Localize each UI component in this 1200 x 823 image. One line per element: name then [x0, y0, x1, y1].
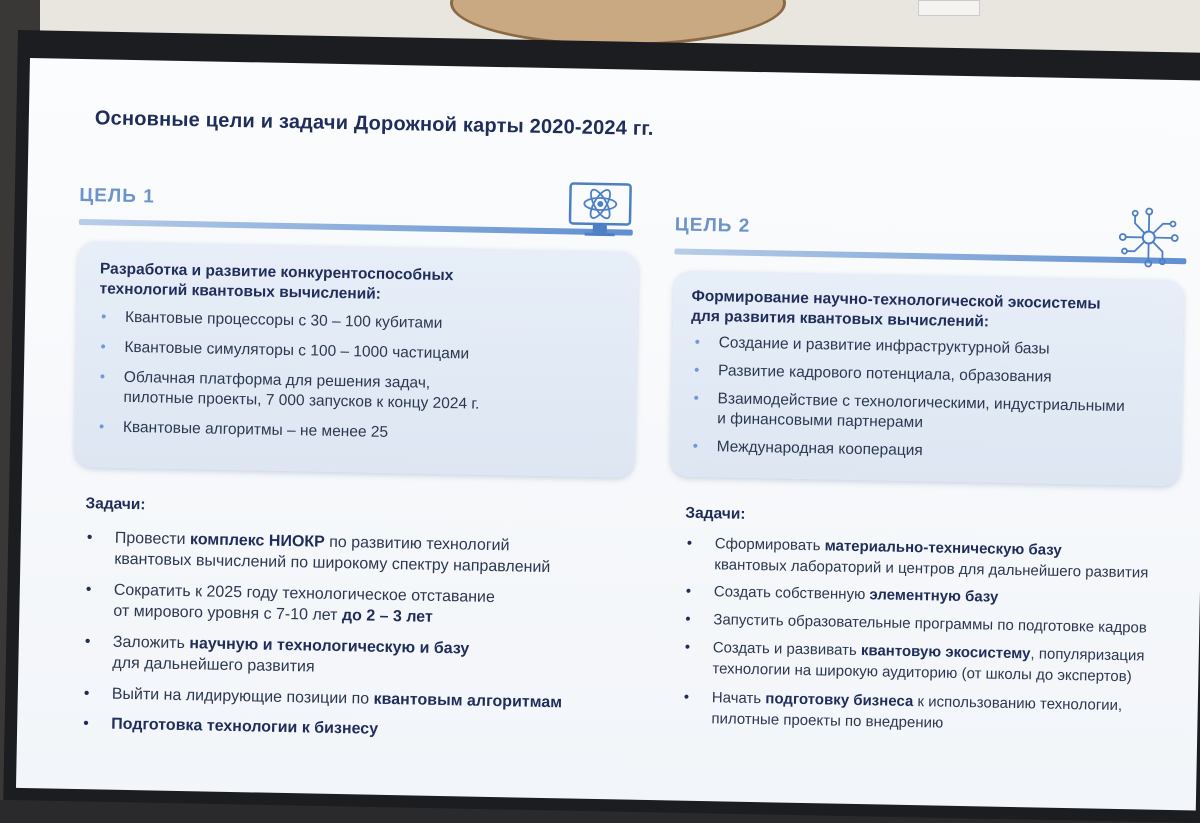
goal-1-item-text: Квантовые алгоритмы – не менее 25 [123, 418, 389, 443]
task-text: к использованию технологии, [913, 693, 1122, 714]
bullet-icon: • [692, 437, 698, 457]
goal-1-task [111, 714, 378, 740]
task-text-bold: подготовку бизнеса [765, 690, 913, 710]
goal-2-task [712, 637, 1144, 687]
goal-1-item-text: Квантовые симуляторы с 100 – 1000 частицами [124, 338, 469, 365]
goal-2-item-text-line-2: и финансовыми партнерами [717, 409, 1124, 437]
task-text-bold: элементную базу [869, 586, 998, 605]
bullet-icon: • [687, 533, 693, 554]
goal-2-item [718, 361, 1052, 387]
goal-2-task [714, 533, 1149, 583]
bullet-icon: • [686, 581, 692, 602]
task-text-line-2: технологии на широкую аудиторию (от школы до экспертов) [712, 658, 1144, 687]
task-text-line-2: квантовых лабораторий и центров для дальнейшего развития [714, 554, 1148, 583]
goal-1-task [114, 528, 551, 578]
task-text-line-2: от мирового уровня с 7-10 лет [113, 603, 342, 624]
bullet-icon: • [86, 579, 92, 600]
goal-2-divider [674, 248, 1186, 264]
bullet-icon: • [694, 361, 700, 381]
goal-1-task [112, 684, 563, 714]
presentation-slide [16, 58, 1200, 811]
task-text: по развитию технологий [325, 534, 510, 555]
bullet-icon: • [85, 631, 91, 652]
goal-2-heading-line-2: для развития квантовых вычислений: [691, 307, 1100, 335]
goal-1-item [123, 418, 389, 443]
goal-2-item-text: Создание и развитие инфраструктурной базы [718, 333, 1049, 359]
goal-2-item [718, 333, 1049, 359]
bullet-icon: • [100, 337, 106, 357]
task-text: Запустить образовательные программы по подготовке кадров [713, 609, 1147, 638]
task-text: Создать и развивать [713, 639, 861, 659]
bullet-icon: • [685, 609, 691, 630]
goal-2-label: ЦЕЛЬ 2 [675, 214, 751, 237]
task-text-bold: Подготовка технологии к бизнесу [111, 716, 378, 738]
goal-2-task [713, 609, 1147, 638]
goal-1-tasks-heading: Задачи: [85, 495, 145, 514]
task-text: Начать [712, 689, 766, 707]
task-text-bold: до 2 – 3 лет [342, 607, 433, 626]
bullet-icon: • [694, 333, 700, 353]
goal-2-item [716, 437, 922, 461]
goal-2-item-text: Взаимодействие с технологическими, индустриальными [717, 389, 1124, 417]
bullet-icon: • [684, 687, 690, 708]
bullet-icon: • [84, 683, 90, 704]
goal-1-heading-line-1: Разработка и развитие конкурентоспособных [100, 259, 454, 286]
goal-1-item [125, 308, 443, 334]
bullet-icon: • [101, 307, 107, 327]
task-text-bold: научную и технологическую и базу [189, 635, 469, 657]
task-text: Выйти на лидирующие позиции по [112, 686, 374, 708]
goal-1-heading-line-2: технологий квантовых вычислений: [99, 279, 453, 306]
bullet-icon: • [83, 713, 89, 734]
goal-1-card-heading [99, 259, 453, 306]
goal-2-card [670, 270, 1184, 486]
goal-2-task [714, 581, 999, 607]
goal-2-item [717, 389, 1125, 437]
atom-monitor-icon [566, 180, 633, 248]
task-text: Провести [115, 530, 191, 548]
task-text-line-2: для дальнейшего развития [112, 653, 469, 681]
network-nodes-icon [1116, 205, 1181, 275]
task-text: Заложить [113, 634, 190, 652]
task-text-line-2: квантовых вычислений по широкому спектру направлений [114, 549, 550, 578]
goal-2-card-heading [691, 287, 1101, 335]
bullet-icon: • [693, 389, 699, 409]
goal-1-item-text-line-2: пилотные проекты, 7 000 запусков к концу 2024 г. [123, 388, 479, 415]
task-text-bold: материально-техническую базу [825, 537, 1062, 559]
bullet-icon: • [99, 417, 105, 437]
goal-1-label: ЦЕЛЬ 1 [79, 185, 155, 208]
goal-2-heading-line-1: Формирование научно-технологической экосистемы [691, 287, 1100, 315]
goal-2-item-text: Международная кооперация [716, 437, 922, 461]
task-text: Сформировать [715, 535, 825, 554]
goal-1-card [74, 241, 638, 478]
goal-2-tasks-heading: Задачи: [685, 505, 745, 524]
goal-1-task [113, 580, 495, 629]
bullet-icon: • [100, 367, 106, 387]
goal-1-divider [79, 219, 633, 236]
goal-2-item-text: Развитие кадрового потенциала, образования [718, 361, 1052, 387]
task-text: Создать собственную [714, 583, 870, 603]
goal-1-item [123, 368, 480, 415]
goal-1-item [124, 338, 469, 365]
power-outlet [918, 0, 980, 16]
task-text-bold: комплекс НИОКР [190, 531, 325, 551]
task-text: Сократить к 2025 году технологическое отставание [114, 580, 495, 608]
goal-1-item-text: Облачная платформа для решения задач, [124, 368, 480, 395]
task-text-line-2: пилотные проекты по внедрению [711, 708, 1122, 737]
bullet-icon: • [87, 527, 93, 548]
bullet-icon: • [685, 637, 691, 658]
slide-title: Основные цели и задачи Дорожной карты 2020-2024 гг. [95, 107, 654, 141]
goal-1-item-text: Квантовые процессоры с 30 – 100 кубитами [125, 308, 443, 334]
task-text-bold: квантовым алгоритмам [373, 691, 562, 712]
goal-1-task [112, 632, 469, 681]
task-text: , популяризация [1030, 645, 1144, 664]
task-text-bold: квантовую экосистему [861, 642, 1031, 662]
goal-2-task [711, 687, 1122, 737]
